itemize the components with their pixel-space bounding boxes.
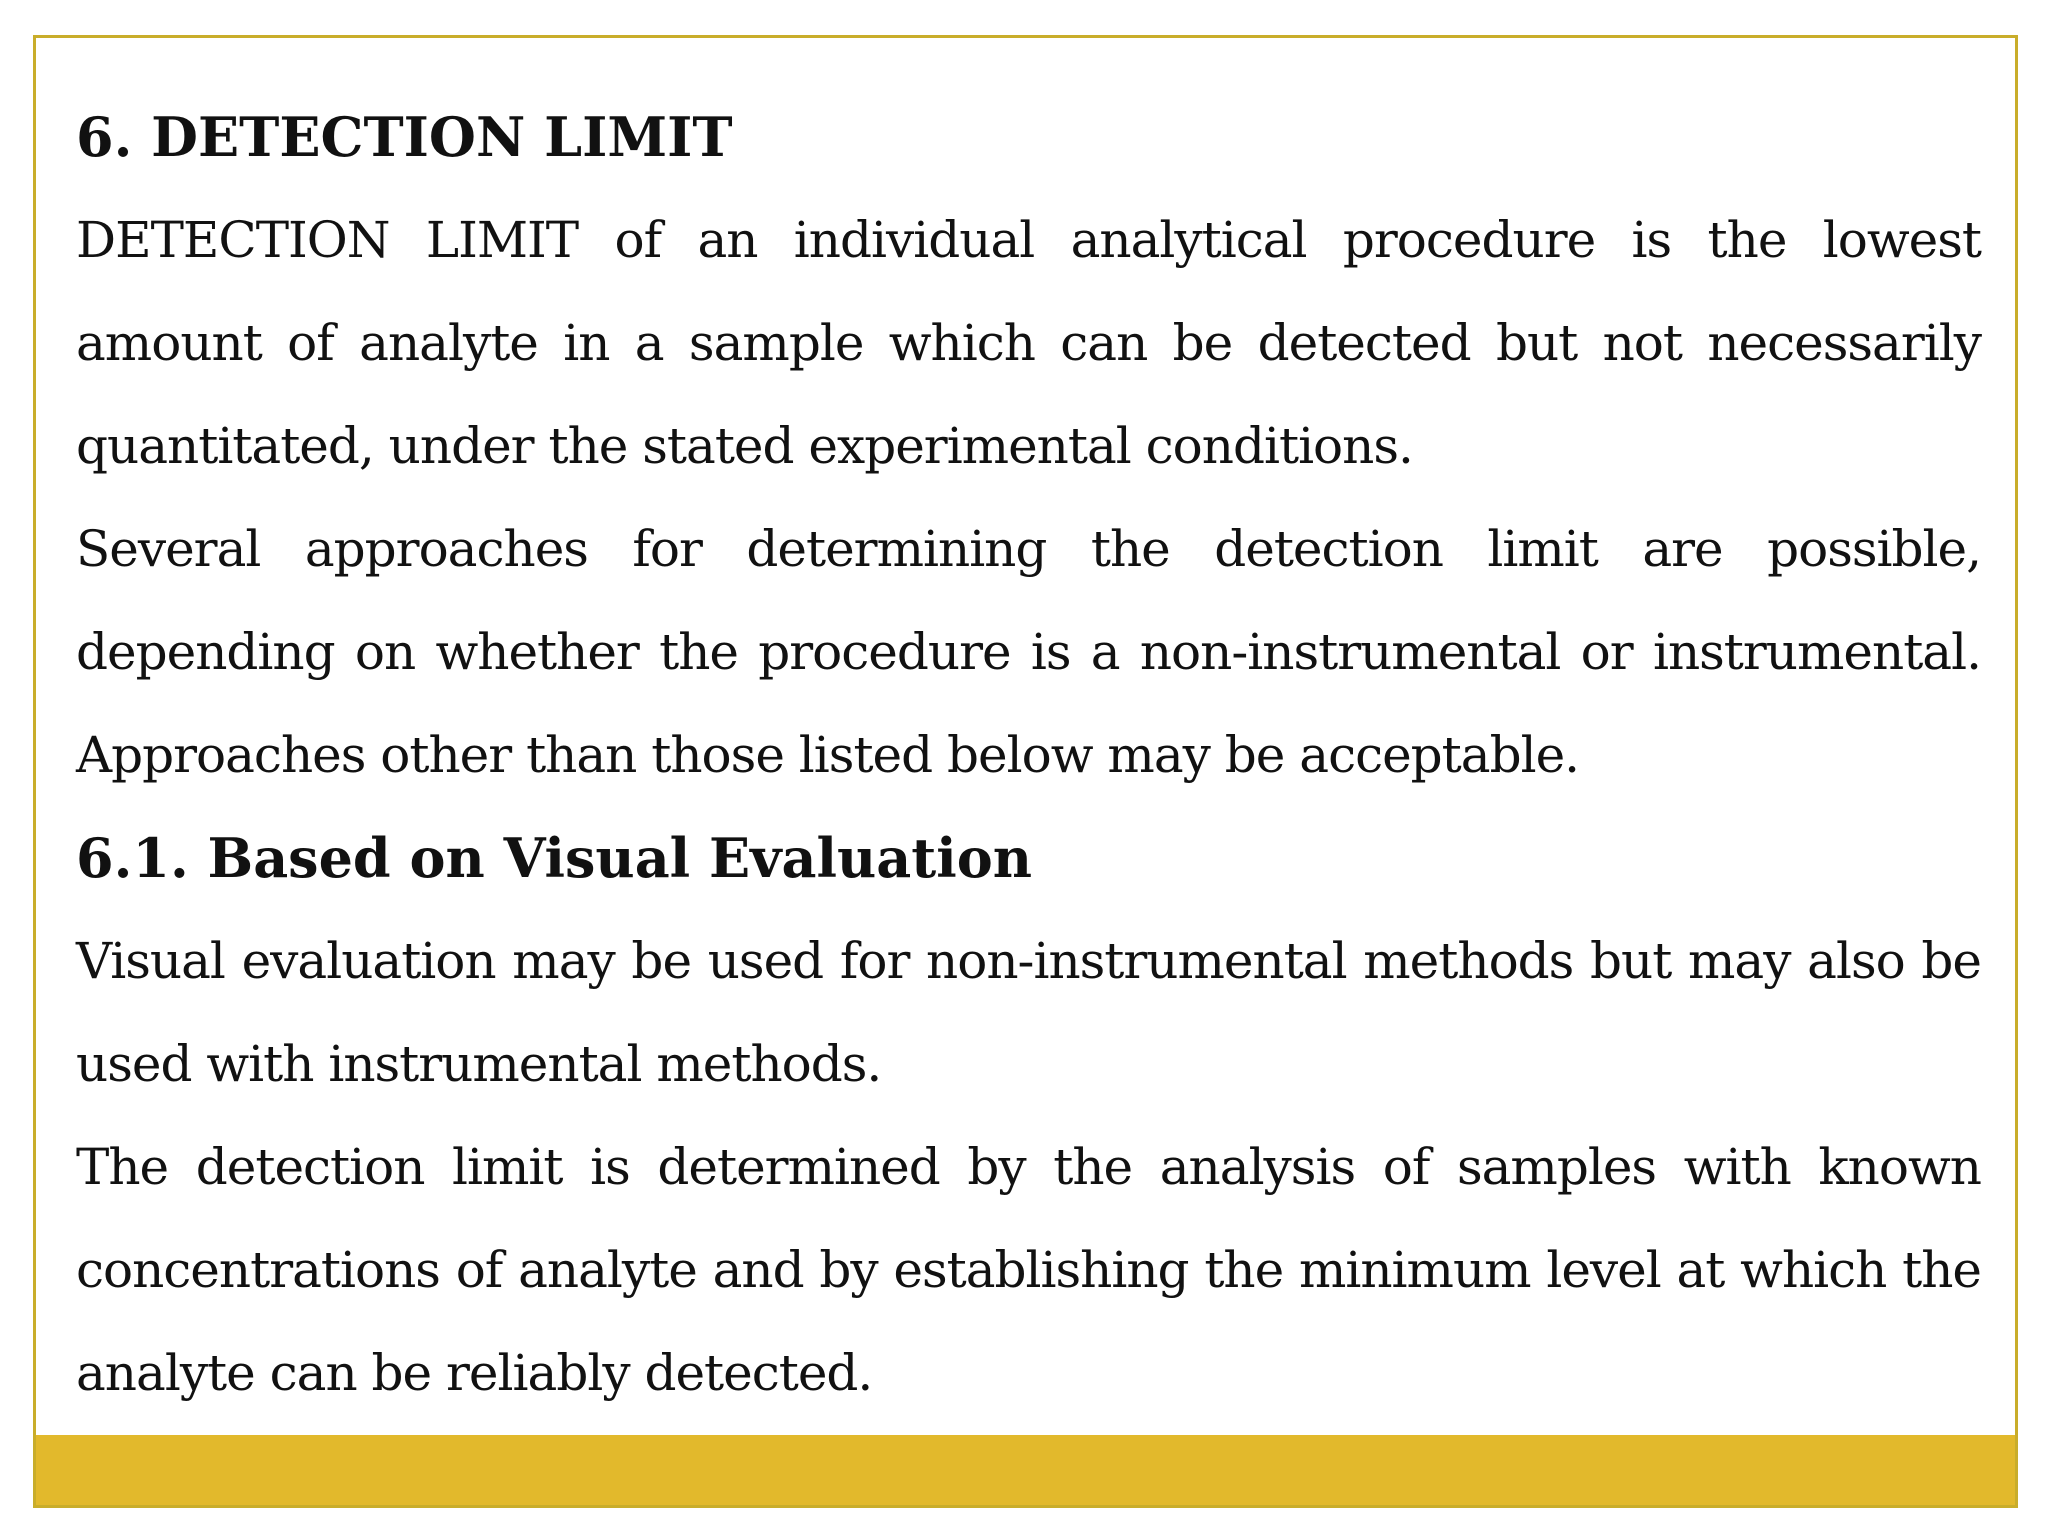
slide-content [76,86,1981,1425]
approaches-paragraph: Several approaches for determining the detection limit are possible, depending on whether the procedure is a non-instrumental or instrumental. Approaches other than those listed below may be acceptable. [76,520,1981,784]
definition-paragraph: DETECTION LIMIT of an individual analytical procedure is the lowest amount of analyte in a sample which can be detected but not necessarily quantitated, under the stated experimental conditions. [76,211,1981,475]
visual-evaluation-paragraph: Visual evaluation may be used for non-instrumental methods but may also be used with instrumental methods. [76,932,1981,1093]
subsection-heading: 6.1. Based on Visual Evaluation [76,826,1033,890]
footer-bar [36,1435,2015,1505]
section-heading: 6. DETECTION LIMIT [76,105,733,169]
slide [33,35,2018,1508]
determination-paragraph: The detection limit is determined by the analysis of samples with known concentrations of analyte and by establishing the minimum level at which the analyte can be reliably detected. [76,1138,1981,1402]
